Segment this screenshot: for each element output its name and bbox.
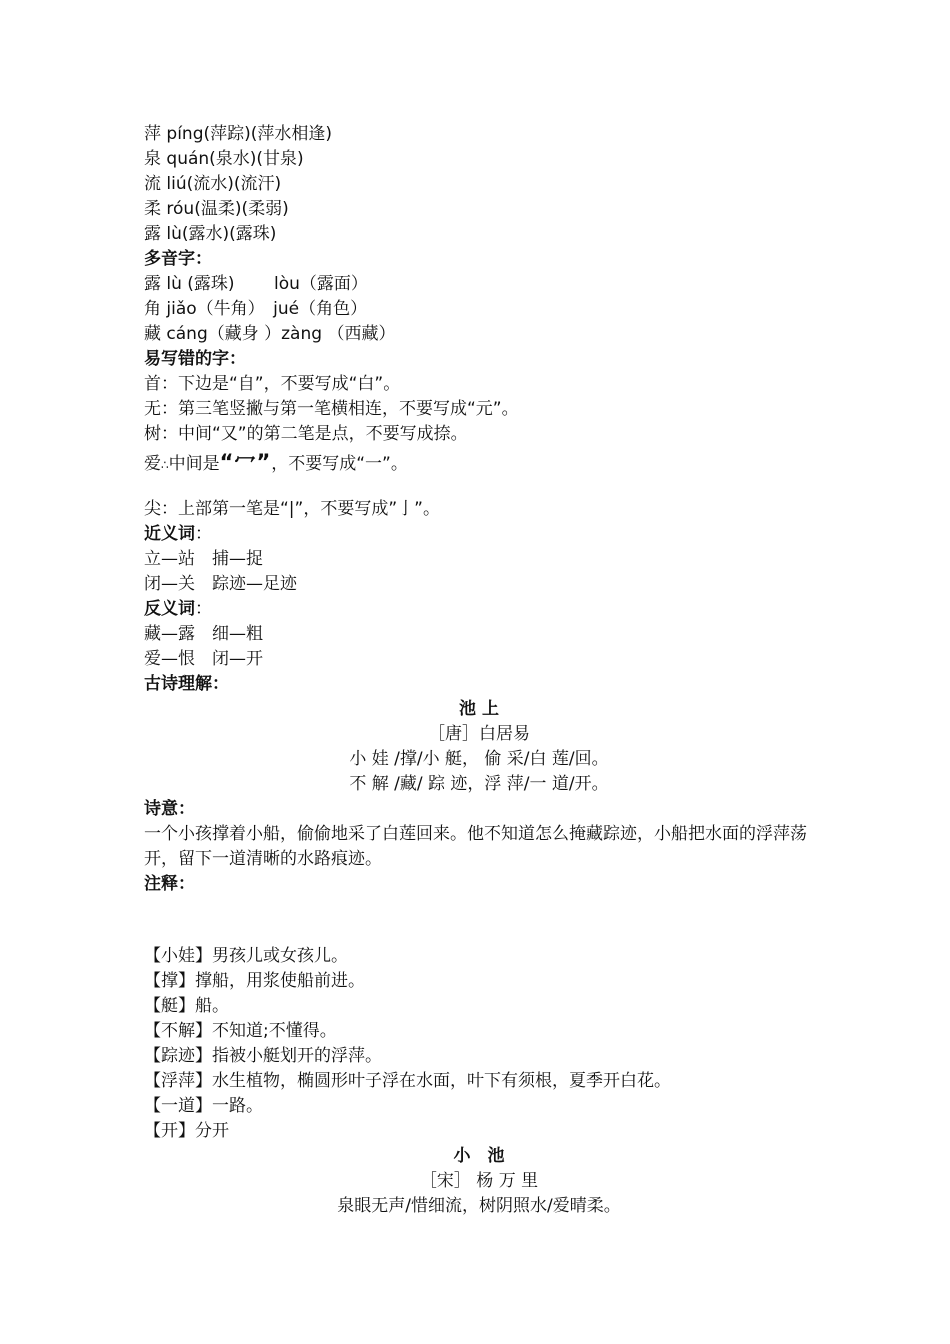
shiyi-heading: 诗意： bbox=[144, 799, 195, 819]
poem-line: 不 解 /藏/ 踪 迹，浮 萍/一 道/开。 bbox=[349, 774, 609, 794]
yixiecuo-line: 无：第三笔竖撇与第一笔横相连，不要写成“元”。 bbox=[144, 399, 519, 419]
jinyici-line: 闭—关 踪迹—足迹 bbox=[144, 574, 297, 594]
shiyi-text: 一个小孩撑着小船，偷偷地采了白莲回来。他不知道怎么掩藏踪迹，小船把水面的浮萍荡开，留下一道清晰的水路痕迹。 bbox=[144, 824, 807, 869]
note-item: 【不解】不知道;不懂得。 bbox=[144, 1021, 337, 1041]
note-item: 【撑】撑船，用浆使船前进。 bbox=[144, 971, 365, 991]
poem-title: 池 上 bbox=[459, 699, 499, 719]
note-item: 【小娃】男孩儿或女孩儿。 bbox=[144, 946, 348, 966]
note-item: 【艇】船。 bbox=[144, 996, 229, 1016]
duoyinzi-line: 露 lù (露珠) lòu（露面） bbox=[144, 274, 368, 294]
zhushi-heading: 注释： bbox=[144, 874, 195, 894]
note-item: 【踪迹】指被小艇划开的浮萍。 bbox=[144, 1046, 382, 1066]
fanyici-heading-line bbox=[144, 597, 814, 622]
yixiecuo-ai-line bbox=[144, 447, 814, 497]
heading-colon: ： bbox=[195, 599, 212, 619]
ai-glyph: “冖” bbox=[219, 450, 272, 474]
ai-text: ，不要写成“一”。 bbox=[271, 454, 408, 474]
note-item: 【浮萍】水生植物，椭圆形叶子浮在水面，叶下有须根，夏季开白花。 bbox=[144, 1071, 671, 1091]
ai-dots: ∴ bbox=[161, 458, 169, 472]
poem-author: ［唐］白居易 bbox=[428, 724, 530, 744]
duoyinzi-line: 藏 cáng（藏身 ）zàng （西藏） bbox=[144, 324, 396, 344]
blank-space bbox=[144, 897, 814, 944]
jinyici-heading: 近义词 bbox=[144, 524, 195, 544]
note-item: 【开】分开 bbox=[144, 1121, 229, 1141]
char-line: 露 lù(露水)(露珠) bbox=[144, 224, 277, 244]
fanyici-line: 藏—露 细—粗 bbox=[144, 624, 263, 644]
heading-colon: ： bbox=[195, 524, 212, 544]
char-line: 萍 píng(萍踪)(萍水相逢) bbox=[144, 124, 333, 144]
yixiecuo-heading: 易写错的字： bbox=[144, 349, 246, 369]
fanyici-line: 爱—恨 闭—开 bbox=[144, 649, 263, 669]
jinyici-line: 立—站 捕—捉 bbox=[144, 549, 263, 569]
content-column bbox=[144, 122, 814, 1219]
yixiecuo-line: 树：中间“又”的第二笔是点，不要写成捺。 bbox=[144, 424, 468, 444]
duoyinzi-heading: 多音字： bbox=[144, 249, 212, 269]
char-line: 流 liú(流水)(流汗) bbox=[144, 174, 282, 194]
ai-char: 爱 bbox=[144, 454, 161, 474]
poem-line: 小 娃 /撑/小 艇， 偷 采/白 莲/回。 bbox=[349, 749, 609, 769]
note-item: 【一道】一路。 bbox=[144, 1096, 263, 1116]
poem-author: ［宋］ 杨 万 里 bbox=[419, 1171, 539, 1191]
jinyici-heading-line bbox=[144, 522, 814, 547]
gushi-heading: 古诗理解： bbox=[144, 674, 229, 694]
poem-line: 泉眼无声/惜细流，树阴照水/爱晴柔。 bbox=[337, 1196, 621, 1216]
char-line: 泉 quán(泉水)(甘泉) bbox=[144, 149, 304, 169]
fanyici-heading: 反义词 bbox=[144, 599, 195, 619]
duoyinzi-line: 角 jiǎo（牛角） jué（角色） bbox=[144, 299, 368, 319]
char-line: 柔 róu(温柔)(柔弱) bbox=[144, 199, 289, 219]
yixiecuo-line: 首：下边是“自”，不要写成“白”。 bbox=[144, 374, 401, 394]
poem-title: 小 池 bbox=[453, 1146, 505, 1166]
ai-text: 中间是 bbox=[168, 454, 220, 474]
yixiecuo-jian-line: 尖：上部第一笔是“|”，不要写成”亅”。 bbox=[144, 499, 440, 519]
